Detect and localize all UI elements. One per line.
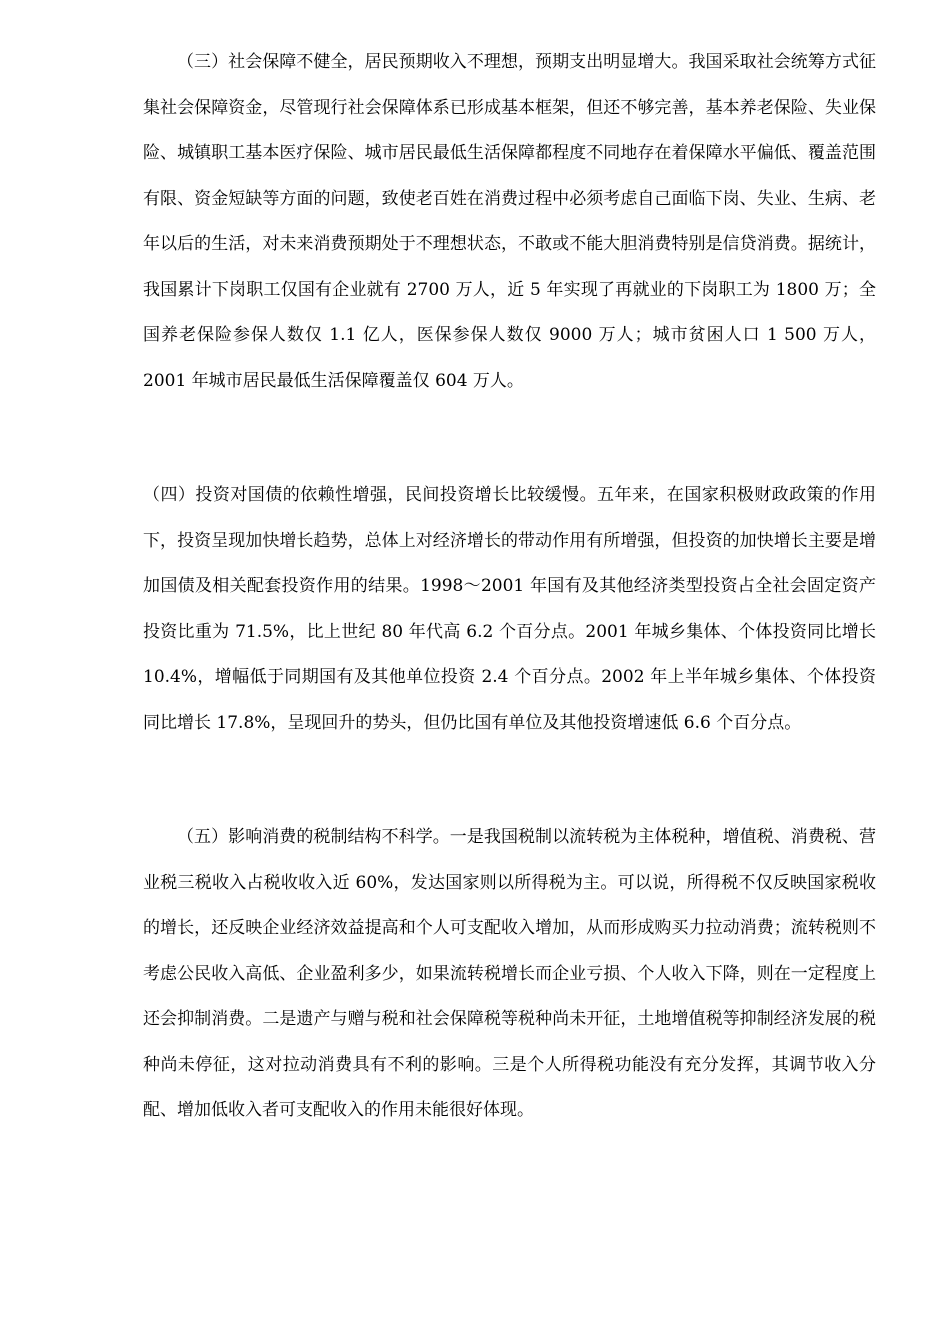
paragraph-investment: （四）投资对国债的依赖性增强，民间投资增长比较缓慢。五年来，在国家积极财政政策的作用下，投资呈现加快增长趋势，总体上对经济增长的带动作用有所增强，但投资的加快增长主要是增加国债及相关配套投资作用的结果。1998～2001 年国有及其他经济类型投资占全社会固定资产投资比重为 71.5%，比上世纪 80 年代高 6.2 个百分点。2001 年城乡集体、个体投资同比增长 10.4%，增幅低于同期国有及其他单位投资 2.4 个百分点。2002 年上半年城乡集体、个体投资同比增长 17.8%，呈现回升的势头，但仍比国有单位及其他投资增速低 6.6 个百分点。 bbox=[143, 485, 876, 733]
paragraph-social-security: （三）社会保障不健全，居民预期收入不理想，预期支出明显增大。我国采取社会统筹方式征集社会保障资金，尽管现行社会保障体系已形成基本框架，但还不够完善，基本养老保险、失业保险、城镇职工基本医疗保险、城市居民最低生活保障都程度不同地存在着保障水平偏低、覆盖范围有限、资金短缺等方面的问题，致使老百姓在消费过程中必须考虑自己面临下岗、失业、生病、老年以后的生活，对未来消费预期处于不理想状态，不敢或不能大胆消费特别是信贷消费。据统计，我国累计下岗职工仅国有企业就有 2700 万人，近 5 年实现了再就业的下岗职工为 1800 万；全国养老保险参保人数仅 1.1 亿人，医保参保人数仅 9000 万人；城市贫困人口 1 500 万人，2001 年城市居民最低生活保障覆盖仅 604 万人。 bbox=[143, 52, 876, 391]
paragraph-tax-structure: （五）影响消费的税制结构不科学。一是我国税制以流转税为主体税种，增值税、消费税、营业税三税收入占税收收入近 60%，发达国家则以所得税为主。可以说，所得税不仅反映国家税收的增长，还反映企业经济效益提高和个人可支配收入增加，从而形成购买力拉动消费；流转税则不考虑公民收入高低、企业盈利多少，如果流转税增长而企业亏损、个人收入下降，则在一定程度上还会抑制消费。二是遗产与赠与税和社会保障税等税种尚未开征，土地增值税等抑制经济发展的税种尚未停征，这对拉动消费具有不利的影响。三是个人所得税功能没有充分发挥，其调节收入分配、增加低收入者可支配收入的作用未能很好体现。 bbox=[143, 827, 876, 1120]
